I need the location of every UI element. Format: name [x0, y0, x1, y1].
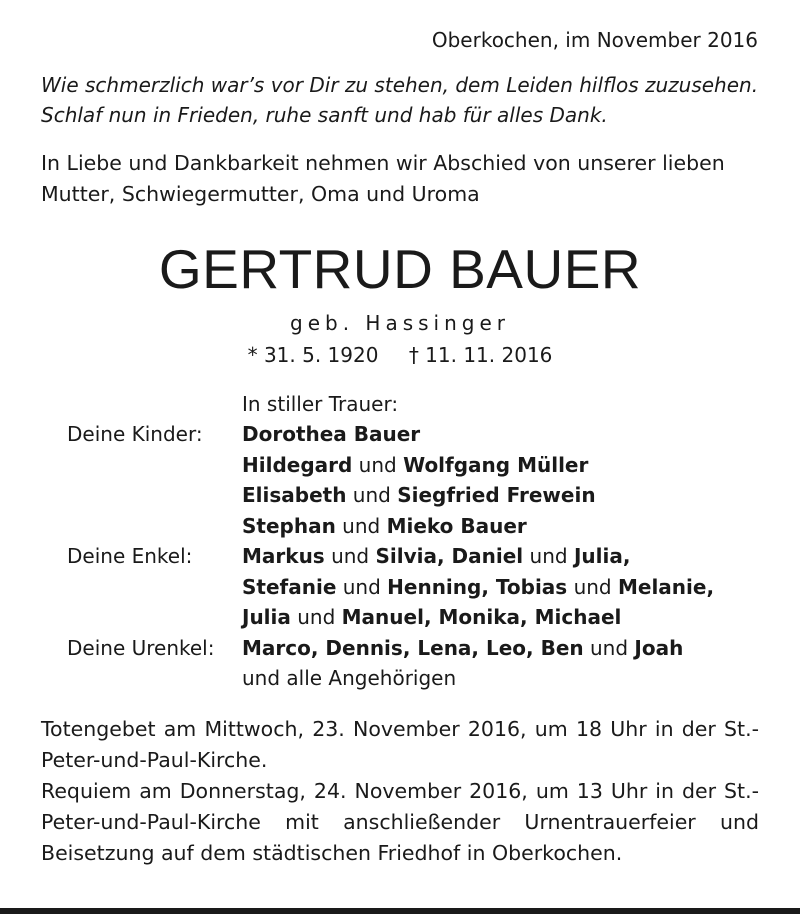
mourner-name: Dorothea Bauer: [242, 422, 421, 446]
mourner-name: Henning, Tobias: [387, 574, 568, 599]
mourner-name: Elisabeth: [242, 483, 347, 507]
mourner-name: Silvia, Daniel: [375, 544, 524, 568]
poem-line: Schlaf nun in Frieden, ruhe sanft und hab für alles Dank.: [41, 103, 608, 127]
mourner-line: [242, 633, 759, 664]
connector-text: und: [583, 635, 635, 660]
mourner-line: [242, 450, 759, 481]
connector-text: und: [324, 544, 376, 568]
mourner-name: Manuel, Monika, Michael: [341, 605, 622, 629]
mourner-line: [242, 602, 759, 633]
mourner-name: Melanie,: [617, 574, 715, 599]
requiem-notice: Requiem am Donnerstag, 24. November 2016, um 13 Uhr in der St.-Peter-und-Paul-Kirche mit anschließender Urnentrauerfeier und Beisetzung auf dem städtischen Friedhof in Oberkochen.: [41, 778, 759, 865]
mourner-line: [242, 572, 759, 603]
mourner-group: [41, 633, 759, 694]
intro-line: In Liebe und Dankbarkeit nehmen wir Abschied von unserer lieben: [41, 151, 725, 175]
mourner-name: Marco, Dennis, Lena, Leo, Ben: [242, 635, 584, 660]
service-notice: [41, 714, 759, 869]
mourner-names: [242, 633, 759, 694]
intro-text: [41, 148, 759, 210]
deceased-name: GERTRUD BAUER: [158, 238, 642, 300]
connector-text: und alle Angehörigen: [242, 666, 457, 690]
mourner-name: Mieko Bauer: [386, 513, 527, 538]
intro-line: Mutter, Schwiegermutter, Oma und Uroma: [41, 182, 480, 206]
bottom-border: [0, 908, 800, 914]
mourner-name: Markus: [242, 544, 325, 568]
connector-text: und: [567, 574, 618, 599]
connector-text: und: [335, 513, 387, 538]
mourner-line: [242, 541, 759, 572]
mourner-line: [242, 511, 759, 542]
mourner-group-label: Deine Enkel:: [67, 544, 193, 568]
maiden-name: geb. Hassinger: [290, 311, 510, 335]
mourner-names: [242, 419, 759, 541]
connector-text: und: [352, 452, 404, 477]
connector-text: und: [523, 544, 574, 568]
mourner-name: Julia,: [573, 544, 631, 568]
mourner-line: [242, 419, 759, 450]
mourner-group-label: Deine Kinder:: [67, 422, 203, 446]
mourner-line: [242, 480, 759, 511]
mourner-name: Hildegard: [242, 452, 353, 477]
connector-text: und: [346, 483, 398, 507]
mourner-name: Stephan: [242, 513, 336, 538]
place-date: Oberkochen, im November 2016: [431, 28, 758, 52]
mourner-groups: [41, 419, 759, 694]
mourner-group: [41, 541, 759, 633]
mourner-group: [41, 419, 759, 541]
mourner-name: Wolfgang Müller: [403, 452, 589, 477]
mourner-group-label: Deine Urenkel:: [67, 635, 215, 660]
mourner-name: Joah: [634, 635, 684, 660]
poem: [41, 70, 759, 130]
poem-line: Wie schmerzlich war’s vor Dir zu stehen, dem Leiden hilflos zuzusehen.: [41, 73, 759, 97]
mourner-names: [242, 541, 759, 633]
mourner-name: Siegfried Frewein: [397, 483, 596, 507]
mourners-section: [41, 389, 759, 694]
life-dates: [41, 342, 759, 368]
mourner-line: [242, 663, 759, 694]
mourner-name: Julia: [242, 605, 291, 629]
birth-date: * 31. 5. 1920: [247, 343, 379, 367]
mourner-name: Stefanie: [242, 574, 337, 599]
connector-text: und: [290, 605, 342, 629]
connector-text: und: [336, 574, 388, 599]
mourning-intro: In stiller Trauer:: [242, 392, 399, 416]
prayer-notice: Totengebet am Mittwoch, 23. November 2016, um 18 Uhr in der St.-Peter-und-Paul-Kirche.: [41, 716, 759, 772]
death-date: † 11. 11. 2016: [408, 343, 553, 367]
